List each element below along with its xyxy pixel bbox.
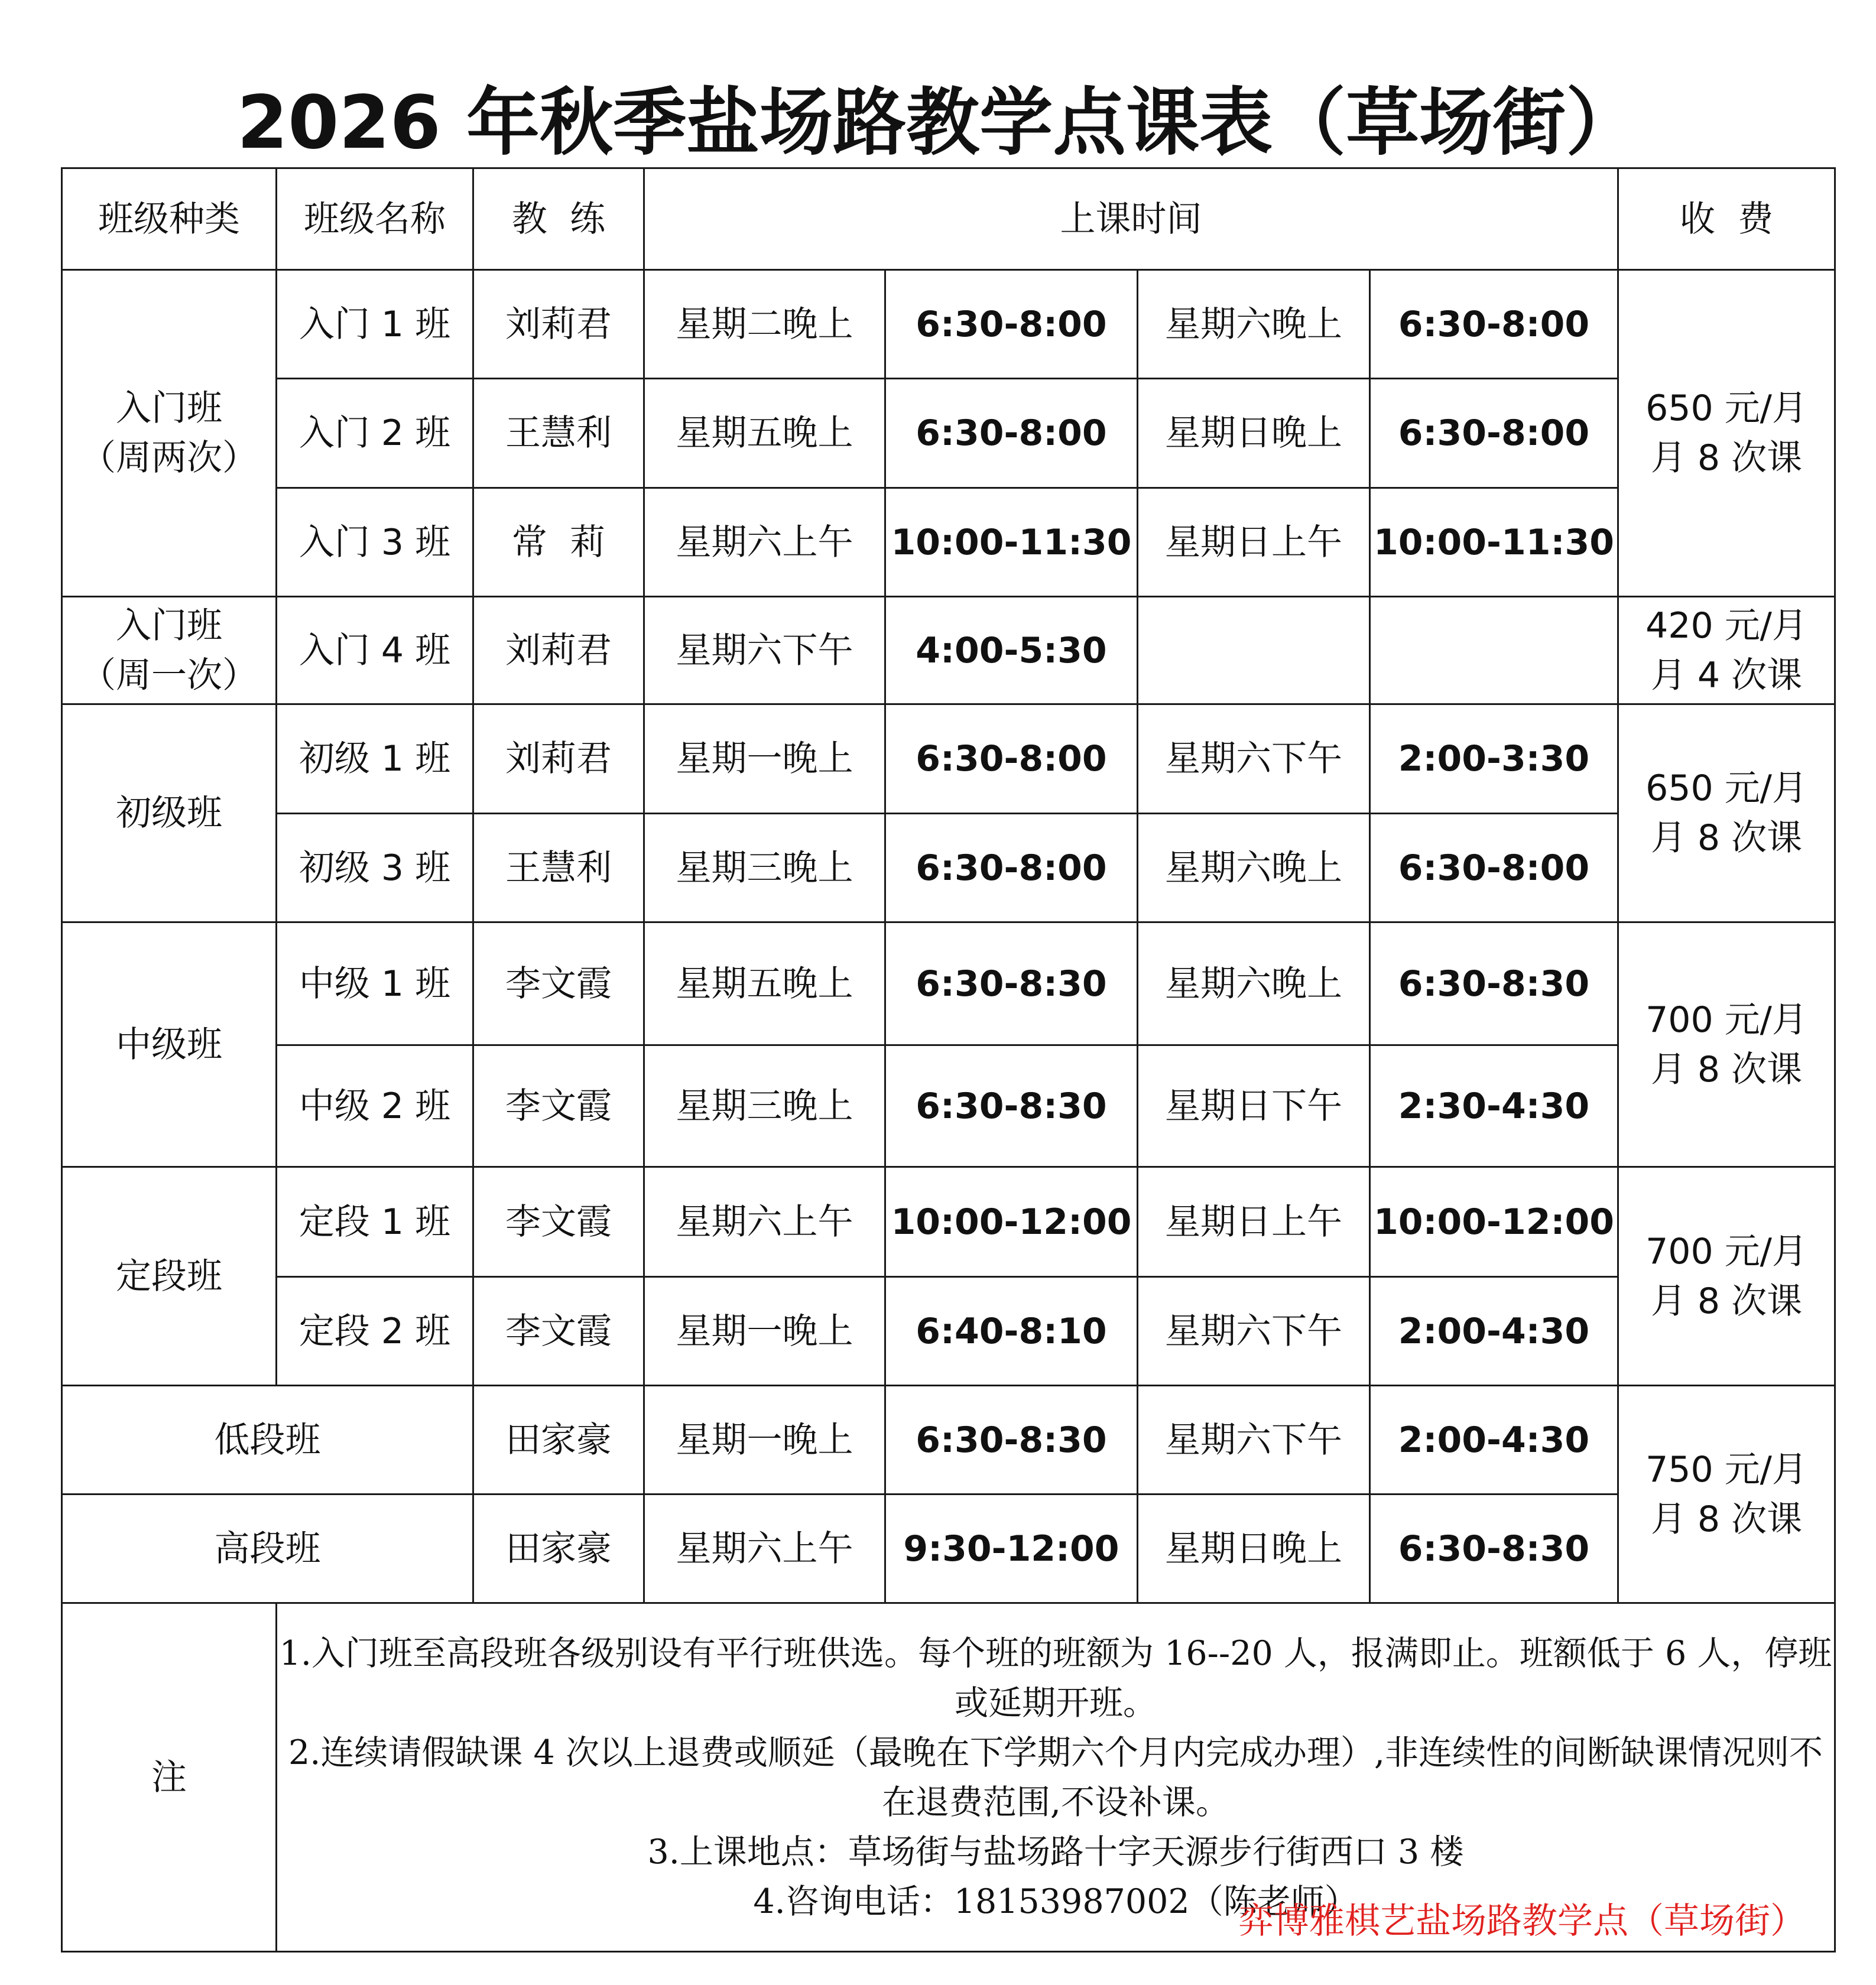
fee-price: 750 元/月 bbox=[1645, 1448, 1807, 1490]
day2-cell: 星期日上午 bbox=[1138, 1167, 1370, 1277]
class-name-cell: 低段班 bbox=[62, 1386, 473, 1495]
time1-cell: 6:30-8:00 bbox=[885, 379, 1138, 488]
day2-cell: 星期日下午 bbox=[1138, 1045, 1370, 1167]
fee-sessions: 月 8 次课 bbox=[1650, 1048, 1803, 1090]
time1-cell: 9:30-12:00 bbox=[885, 1495, 1138, 1603]
category-label: 入门班 bbox=[116, 388, 222, 429]
time2-cell: 6:30-8:00 bbox=[1370, 814, 1618, 922]
time1-cell: 10:00-12:00 bbox=[885, 1167, 1138, 1277]
table-row bbox=[62, 1167, 1835, 1277]
table-row bbox=[62, 1495, 1835, 1603]
coach-cell: 李文霞 bbox=[473, 922, 644, 1045]
time1-cell: 6:30-8:30 bbox=[885, 922, 1138, 1045]
table-row bbox=[62, 1277, 1835, 1386]
note-line: 4.咨询电话：18153987002（陈老师） bbox=[753, 1882, 1358, 1921]
coach-cell: 李文霞 bbox=[473, 1167, 644, 1277]
class-name-cell: 初级 1 班 bbox=[277, 704, 473, 814]
coach-cell: 田家豪 bbox=[473, 1495, 644, 1603]
time2-cell: 6:30-8:30 bbox=[1370, 1495, 1618, 1603]
fee-price: 700 元/月 bbox=[1645, 999, 1807, 1041]
coach-cell: 常 莉 bbox=[473, 488, 644, 597]
table-row bbox=[62, 1045, 1835, 1167]
header-class-name: 班级名称 bbox=[277, 168, 473, 270]
day2-cell: 星期日上午 bbox=[1138, 488, 1370, 597]
fee-sessions: 月 8 次课 bbox=[1650, 437, 1803, 479]
day2-cell: 星期六下午 bbox=[1138, 1277, 1370, 1386]
time1-cell: 6:30-8:30 bbox=[885, 1045, 1138, 1167]
category-label: 初级班 bbox=[116, 792, 222, 834]
category-sub-label: （周一次） bbox=[80, 654, 258, 696]
class-name-cell: 高段班 bbox=[62, 1495, 473, 1603]
day1-cell: 星期五晚上 bbox=[644, 379, 885, 488]
fee-sessions: 月 8 次课 bbox=[1650, 1280, 1803, 1322]
fee-price: 650 元/月 bbox=[1645, 388, 1807, 429]
header-category: 班级种类 bbox=[62, 168, 277, 270]
class-name-cell: 定段 2 班 bbox=[277, 1277, 473, 1386]
day1-cell: 星期六下午 bbox=[644, 597, 885, 704]
header-coach: 教 练 bbox=[473, 168, 644, 270]
notes-label: 注 bbox=[62, 1603, 277, 1952]
day1-cell: 星期五晚上 bbox=[644, 922, 885, 1045]
category-label: 入门班 bbox=[116, 605, 222, 646]
fee-sessions: 月 8 次课 bbox=[1650, 1498, 1803, 1540]
day2-cell: 星期六下午 bbox=[1138, 704, 1370, 814]
day1-cell: 星期六上午 bbox=[644, 488, 885, 597]
day1-cell: 星期三晚上 bbox=[644, 814, 885, 922]
time2-cell: 2:00-4:30 bbox=[1370, 1386, 1618, 1495]
class-name-cell: 中级 2 班 bbox=[277, 1045, 473, 1167]
schedule-table bbox=[61, 167, 1836, 1952]
day1-cell: 星期六上午 bbox=[644, 1167, 885, 1277]
coach-cell: 田家豪 bbox=[473, 1386, 644, 1495]
day2-cell: 星期六晚上 bbox=[1138, 270, 1370, 379]
time2-cell: 2:00-4:30 bbox=[1370, 1277, 1618, 1386]
class-name-cell: 入门 3 班 bbox=[277, 488, 473, 597]
fee-cell bbox=[1618, 270, 1835, 597]
day1-cell: 星期二晚上 bbox=[644, 270, 885, 379]
time2-cell: 10:00-12:00 bbox=[1370, 1167, 1618, 1277]
day2-cell: 星期六下午 bbox=[1138, 1386, 1370, 1495]
coach-cell: 李文霞 bbox=[473, 1277, 644, 1386]
day1-cell: 星期一晚上 bbox=[644, 1386, 885, 1495]
note-line: 1.入门班至高段班各级别设有平行班供选。每个班的班额为 16--20 人，报满即止。班额低于 6 人，停班或延期开班。 bbox=[279, 1633, 1832, 1723]
fee-cell bbox=[1618, 1167, 1835, 1386]
fee-cell bbox=[1618, 1386, 1835, 1603]
header-fee: 收 费 bbox=[1618, 168, 1835, 270]
class-name-cell: 中级 1 班 bbox=[277, 922, 473, 1045]
time2-cell: 2:00-3:30 bbox=[1370, 704, 1618, 814]
category-sub-label: （周两次） bbox=[80, 437, 258, 479]
notes-cell bbox=[277, 1603, 1835, 1952]
class-name-cell: 入门 1 班 bbox=[277, 270, 473, 379]
time1-cell: 4:00-5:30 bbox=[885, 597, 1138, 704]
coach-cell: 刘莉君 bbox=[473, 597, 644, 704]
category-cell bbox=[62, 1167, 277, 1386]
class-name-cell: 入门 4 班 bbox=[277, 597, 473, 704]
table-row bbox=[62, 1386, 1835, 1495]
coach-cell: 刘莉君 bbox=[473, 270, 644, 379]
time2-cell: 6:30-8:00 bbox=[1370, 379, 1618, 488]
header-time: 上课时间 bbox=[644, 168, 1618, 270]
fee-sessions: 月 8 次课 bbox=[1650, 817, 1803, 859]
day2-cell: 星期六晚上 bbox=[1138, 922, 1370, 1045]
note-line: 2.连续请假缺课 4 次以上退费或顺延（最晚在下学期六个月内完成办理）,非连续性的间断缺课情况则不在退费范围,不设补课。 bbox=[288, 1733, 1823, 1822]
time1-cell: 6:30-8:30 bbox=[885, 1386, 1138, 1495]
table-row bbox=[62, 379, 1835, 488]
coach-cell: 李文霞 bbox=[473, 1045, 644, 1167]
time2-cell: 2:30-4:30 bbox=[1370, 1045, 1618, 1167]
class-name-cell: 入门 2 班 bbox=[277, 379, 473, 488]
fee-sessions: 月 4 次课 bbox=[1650, 654, 1803, 696]
table-row bbox=[62, 922, 1835, 1045]
fee-cell bbox=[1618, 922, 1835, 1167]
time2-cell bbox=[1370, 597, 1618, 704]
coach-cell: 刘莉君 bbox=[473, 704, 644, 814]
fee-price: 650 元/月 bbox=[1645, 768, 1807, 809]
time2-cell: 10:00-11:30 bbox=[1370, 488, 1618, 597]
category-cell bbox=[62, 270, 277, 597]
category-cell bbox=[62, 704, 277, 922]
time1-cell: 10:00-11:30 bbox=[885, 488, 1138, 597]
table-row bbox=[62, 488, 1835, 597]
time1-cell: 6:30-8:00 bbox=[885, 814, 1138, 922]
day2-cell: 星期六晚上 bbox=[1138, 814, 1370, 922]
fee-cell bbox=[1618, 597, 1835, 704]
time1-cell: 6:40-8:10 bbox=[885, 1277, 1138, 1386]
fee-cell bbox=[1618, 704, 1835, 922]
notes-row bbox=[62, 1603, 1835, 1952]
table-row bbox=[62, 597, 1835, 704]
table-row bbox=[62, 270, 1835, 379]
category-cell bbox=[62, 922, 277, 1167]
coach-cell: 王慧利 bbox=[473, 814, 644, 922]
category-label: 中级班 bbox=[116, 1024, 222, 1065]
time2-cell: 6:30-8:00 bbox=[1370, 270, 1618, 379]
category-cell bbox=[62, 597, 277, 704]
time2-cell: 6:30-8:30 bbox=[1370, 922, 1618, 1045]
day1-cell: 星期六上午 bbox=[644, 1495, 885, 1603]
day1-cell: 星期一晚上 bbox=[644, 1277, 885, 1386]
day2-cell: 星期日晚上 bbox=[1138, 1495, 1370, 1603]
class-name-cell: 定段 1 班 bbox=[277, 1167, 473, 1277]
page-title: 2026 年秋季盐场路教学点课表（草场街） bbox=[236, 80, 1640, 165]
note-line: 3.上课地点：草场街与盐场路十字天源步行街西口 3 楼 bbox=[647, 1832, 1464, 1872]
time1-cell: 6:30-8:00 bbox=[885, 270, 1138, 379]
coach-cell: 王慧利 bbox=[473, 379, 644, 488]
header-row bbox=[62, 168, 1835, 270]
day1-cell: 星期三晚上 bbox=[644, 1045, 885, 1167]
table-row bbox=[62, 704, 1835, 814]
day2-cell: 星期日晚上 bbox=[1138, 379, 1370, 488]
category-label: 定段班 bbox=[116, 1255, 222, 1297]
time1-cell: 6:30-8:00 bbox=[885, 704, 1138, 814]
table-row bbox=[62, 814, 1835, 922]
organization-signature: 弈博雅棋艺盐场路教学点（草场街） bbox=[1238, 1900, 1806, 1942]
fee-price: 420 元/月 bbox=[1645, 605, 1807, 646]
fee-price: 700 元/月 bbox=[1645, 1230, 1807, 1272]
class-name-cell: 初级 3 班 bbox=[277, 814, 473, 922]
day1-cell: 星期一晚上 bbox=[644, 704, 885, 814]
day2-cell bbox=[1138, 597, 1370, 704]
